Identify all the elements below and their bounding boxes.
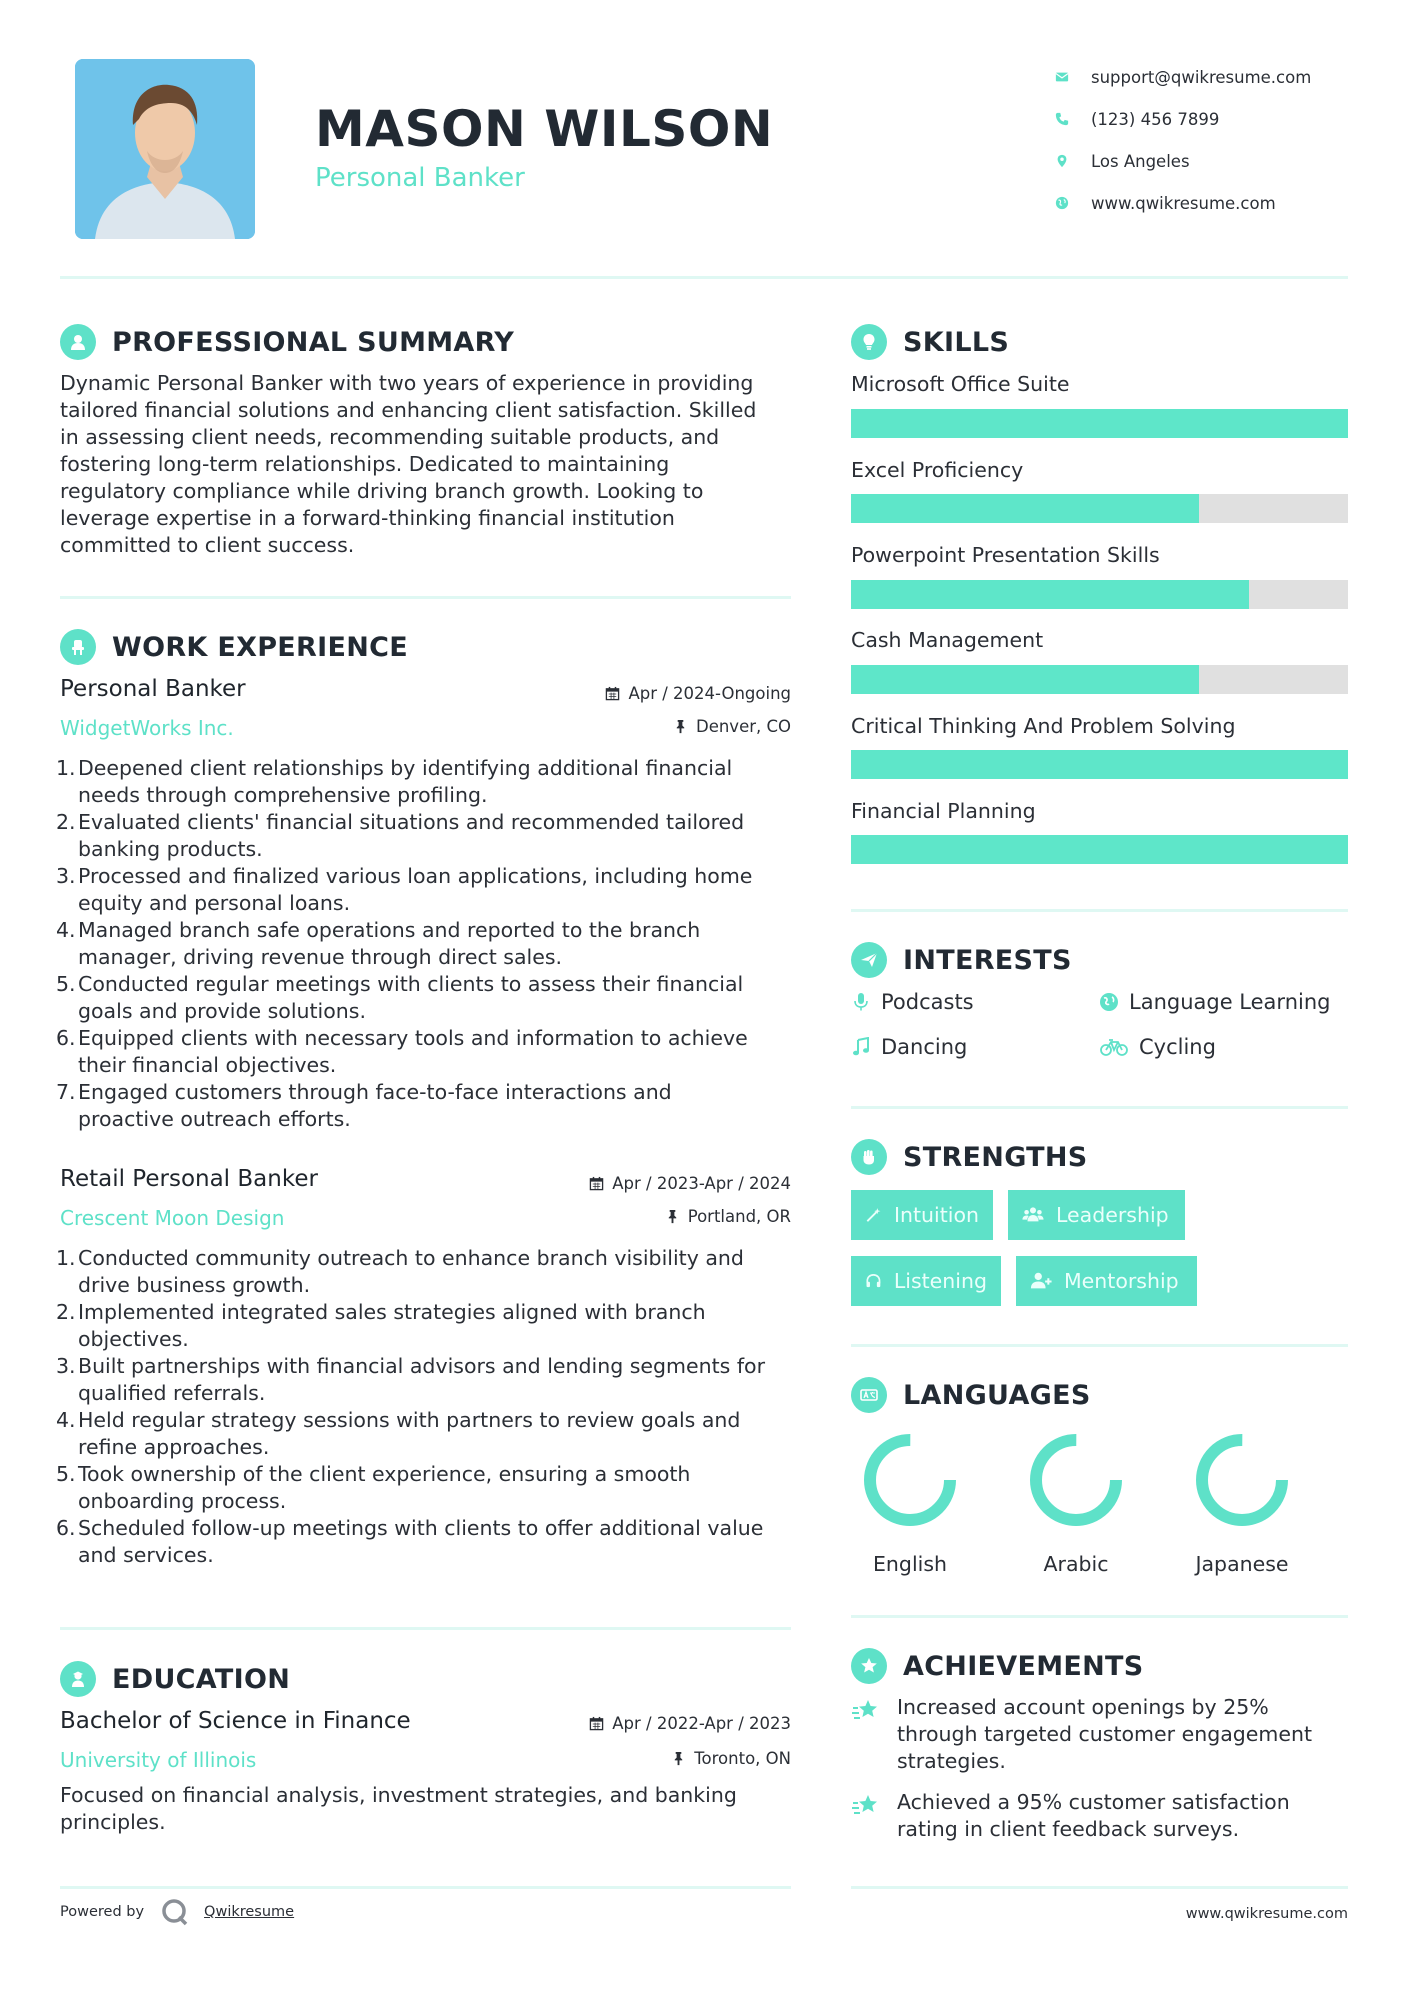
music-note-icon: [851, 1037, 871, 1057]
footer-divider: [851, 1886, 1348, 1889]
shooting-star-icon: [851, 1791, 881, 1821]
summary-title: PROFESSIONAL SUMMARY: [112, 326, 515, 358]
footer-website[interactable]: www.qwikresume.com: [1185, 1906, 1348, 1922]
education-location-text: Toronto, ON: [694, 1749, 791, 1768]
school-name: University of Illinois: [60, 1748, 257, 1772]
summary-text: [60, 370, 785, 559]
item-line: onboarding process.: [78, 1489, 287, 1513]
summary-line: leverage expertise in a forward-thinking financial institution: [60, 506, 675, 530]
job-bullets: [56, 755, 790, 1133]
list-item: [56, 917, 790, 971]
item-line: Deepened client relationships by identifying additional financial: [78, 756, 733, 780]
section-divider: [60, 1627, 791, 1630]
skill-fill: [851, 750, 1348, 779]
pushpin-icon: [673, 719, 688, 734]
education-description: [60, 1782, 790, 1836]
item-line: Conducted regular meetings with clients to assess their financial: [78, 972, 744, 996]
map-pin-icon: [1055, 154, 1091, 168]
user-icon: [60, 324, 96, 360]
list-item: [56, 1407, 790, 1461]
item-number: 6.: [56, 1516, 76, 1540]
interest-item: [851, 1035, 967, 1059]
skill-bar: [851, 494, 1348, 523]
achievement-line: rating in client feedback surveys.: [897, 1817, 1240, 1841]
qwikresume-link[interactable]: Qwikresume: [204, 1904, 295, 1920]
footer-divider: [60, 1886, 791, 1889]
summary-line: tailored financial solutions and enhancing client satisfaction. Skilled: [60, 398, 757, 422]
item-number: 6.: [56, 1026, 76, 1050]
skill-label: Powerpoint Presentation Skills: [851, 543, 1160, 567]
achievements-heading: [851, 1648, 1144, 1684]
summary-heading: [60, 324, 514, 360]
calendar-icon: [589, 1176, 604, 1191]
item-line: their financial objectives.: [78, 1053, 337, 1077]
translate-icon: [851, 1377, 887, 1413]
contact-phone-text: (123) 456 7899: [1091, 109, 1220, 129]
languages-title: LANGUAGES: [903, 1379, 1091, 1411]
graduate-icon: [60, 1661, 96, 1697]
calendar-icon: [605, 686, 620, 701]
section-divider: [60, 596, 791, 599]
experience-title: WORK EXPERIENCE: [112, 631, 408, 663]
list-item: [56, 1461, 790, 1515]
achievement-line: Increased account openings by 25%: [897, 1695, 1269, 1719]
strength-label: Intuition: [893, 1203, 979, 1227]
list-item: [56, 971, 790, 1025]
item-number: 2.: [56, 1300, 76, 1324]
language-item: [1167, 1430, 1317, 1576]
item-line: Implemented integrated sales strategies aligned with branch: [78, 1300, 706, 1324]
item-number: 2.: [56, 810, 76, 834]
pushpin-icon: [665, 1209, 680, 1224]
item-line: equity and personal loans.: [78, 891, 351, 915]
item-line: Evaluated clients' financial situations and recommended tailored: [78, 810, 745, 834]
item-line: and services.: [78, 1543, 214, 1567]
paper-plane-icon: [851, 942, 887, 978]
achievement-line: through targeted customer engagement: [897, 1722, 1313, 1746]
language-ring-arc: [870, 1440, 950, 1520]
education-location: [671, 1749, 791, 1768]
item-number: 1.: [56, 1246, 76, 1270]
skills-title: SKILLS: [903, 326, 1010, 358]
list-item: [56, 1025, 790, 1079]
item-line: Managed branch safe operations and reported to the branch: [78, 918, 701, 942]
item-number: 1.: [56, 756, 76, 780]
contact-website[interactable]: [1055, 182, 1385, 224]
list-item: [56, 1515, 790, 1569]
achievements-title: ACHIEVEMENTS: [903, 1650, 1144, 1682]
star-badge-icon: [851, 1648, 887, 1684]
section-divider: [851, 1106, 1348, 1109]
magic-wand-icon: [865, 1204, 882, 1226]
skill-fill: [851, 665, 1199, 694]
contact-phone[interactable]: [1055, 98, 1385, 140]
strengths-title: STRENGTHS: [903, 1141, 1088, 1173]
item-line: Built partnerships with financial advisors and lending segments for: [78, 1354, 766, 1378]
item-line: Scheduled follow-up meetings with clients to offer additional value: [78, 1516, 764, 1540]
strength-label: Mentorship: [1064, 1269, 1179, 1293]
item-line: Took ownership of the client experience, ensuring a smooth: [78, 1462, 691, 1486]
item-line: needs through comprehensive profiling.: [78, 783, 488, 807]
item-line: goals and provide solutions.: [78, 999, 366, 1023]
achievement-text: [897, 1789, 1290, 1843]
job-location: [673, 717, 791, 736]
skill-label: Excel Proficiency: [851, 458, 1024, 482]
interest-label: Cycling: [1139, 1035, 1216, 1059]
phone-icon: [1055, 112, 1091, 126]
education-line: Focused on financial analysis, investment strategies, and banking: [60, 1783, 737, 1807]
pushpin-icon: [671, 1751, 686, 1766]
strength-chip: [851, 1190, 993, 1240]
contact-list: [1055, 56, 1385, 224]
skill-fill: [851, 835, 1348, 864]
contact-email-text: support@qwikresume.com: [1091, 67, 1312, 87]
list-item: [56, 1079, 790, 1133]
globe-icon: [1055, 196, 1091, 210]
item-number: 4.: [56, 1408, 76, 1432]
contact-website-text: www.qwikresume.com: [1091, 193, 1276, 213]
contact-location-text: Los Angeles: [1091, 151, 1190, 171]
language-progress-ring: [1026, 1430, 1126, 1530]
skill-label: Microsoft Office Suite: [851, 372, 1070, 396]
achievement-line: Achieved a 95% customer satisfaction: [897, 1790, 1290, 1814]
skill-fill: [851, 580, 1249, 609]
skill-fill: [851, 409, 1348, 438]
interest-item: [851, 990, 974, 1014]
users-icon: [1022, 1204, 1044, 1226]
summary-line: fostering long-term relationships. Dedicated to maintaining: [60, 452, 670, 476]
language-progress-ring: [1192, 1430, 1292, 1530]
item-number: 5.: [56, 972, 76, 996]
education-heading: [60, 1661, 290, 1697]
list-item: [56, 1353, 790, 1407]
summary-line: committed to client success.: [60, 533, 355, 557]
education-dates: [589, 1714, 791, 1733]
shooting-star-icon: [851, 1696, 881, 1726]
header-divider: [60, 276, 1348, 279]
achievement-text: [897, 1694, 1312, 1775]
list-item: [56, 1245, 790, 1299]
company-name: Crescent Moon Design: [60, 1206, 285, 1230]
lightbulb-icon: [851, 324, 887, 360]
interest-label: Language Learning: [1129, 990, 1331, 1014]
item-line: banking products.: [78, 837, 263, 861]
section-divider: [851, 1615, 1348, 1618]
education-title: EDUCATION: [112, 1663, 291, 1695]
job-location-text: Denver, CO: [695, 717, 791, 736]
contact-location: [1055, 140, 1385, 182]
item-line: proactive outreach efforts.: [78, 1107, 351, 1131]
job-dates-text: Apr / 2023-Apr / 2024: [612, 1174, 791, 1193]
item-number: 7.: [56, 1080, 76, 1104]
job-location-text: Portland, OR: [687, 1207, 791, 1226]
skill-bar: [851, 665, 1348, 694]
summary-line: regulatory compliance while driving branch growth. Looking to: [60, 479, 704, 503]
job-dates: [605, 684, 791, 703]
envelope-icon: [1055, 70, 1091, 84]
list-item: [56, 863, 790, 917]
user-plus-icon: [1030, 1270, 1052, 1292]
company-name: WidgetWorks Inc.: [60, 716, 234, 740]
interest-item: [1099, 990, 1330, 1014]
candidate-name: MASON WILSON: [315, 100, 774, 158]
language-ring-arc: [1036, 1440, 1116, 1520]
skill-fill: [851, 494, 1199, 523]
item-number: 5.: [56, 1462, 76, 1486]
qwikresume-logo-icon: [160, 1897, 190, 1927]
degree-title: Bachelor of Science in Finance: [60, 1708, 411, 1734]
job-bullets: [56, 1245, 790, 1569]
job-title: Retail Personal Banker: [60, 1166, 318, 1192]
list-item: [56, 755, 790, 809]
calendar-icon: [589, 1716, 604, 1731]
achievement-item: [851, 1789, 1351, 1843]
strengths-heading: [851, 1139, 1088, 1175]
skill-bar: [851, 835, 1348, 864]
language-label: Japanese: [1195, 1552, 1289, 1576]
interests-heading: [851, 942, 1072, 978]
profile-photo: [75, 59, 255, 239]
item-number: 4.: [56, 918, 76, 942]
language-ring-arc: [1202, 1440, 1282, 1520]
item-line: drive business growth.: [78, 1273, 311, 1297]
item-line: Engaged customers through face-to-face interactions and: [78, 1080, 672, 1104]
powered-by-text: Powered by: [60, 1904, 145, 1920]
item-number: 3.: [56, 1354, 76, 1378]
job-location: [665, 1207, 791, 1226]
bicycle-icon: [1099, 1037, 1129, 1057]
item-line: Held regular strategy sessions with partners to review goals and: [78, 1408, 741, 1432]
skill-bar: [851, 580, 1348, 609]
education-line: principles.: [60, 1810, 166, 1834]
item-line: manager, driving revenue through direct sales.: [78, 945, 563, 969]
skill-label: Cash Management: [851, 628, 1044, 652]
item-line: objectives.: [78, 1327, 189, 1351]
item-number: 3.: [56, 864, 76, 888]
language-item: [1001, 1430, 1151, 1576]
strength-label: Listening: [893, 1269, 987, 1293]
interest-label: Dancing: [881, 1035, 968, 1059]
footer-powered-by: [60, 1897, 294, 1927]
achievement-item: [851, 1694, 1351, 1775]
strength-chip: [851, 1256, 1001, 1306]
candidate-role: Personal Banker: [315, 163, 525, 193]
strength-chip: [1008, 1190, 1185, 1240]
item-line: refine approaches.: [78, 1435, 270, 1459]
contact-email[interactable]: [1055, 56, 1385, 98]
language-progress-ring: [860, 1430, 960, 1530]
strength-chip: [1016, 1256, 1197, 1306]
skill-bar: [851, 750, 1348, 779]
skill-bar: [851, 409, 1348, 438]
language-label: English: [872, 1552, 948, 1576]
education-dates-text: Apr / 2022-Apr / 2023: [612, 1714, 791, 1733]
interest-item: [1099, 1035, 1216, 1059]
strength-label: Leadership: [1056, 1203, 1169, 1227]
globe-icon: [1099, 992, 1119, 1012]
language-label: Arabic: [1043, 1552, 1109, 1576]
list-item: [56, 809, 790, 863]
skills-heading: [851, 324, 1009, 360]
section-divider: [851, 909, 1348, 912]
chair-icon: [60, 629, 96, 665]
section-divider: [851, 1344, 1348, 1347]
job-dates: [589, 1174, 791, 1193]
list-item: [56, 1299, 790, 1353]
job-dates-text: Apr / 2024-Ongoing: [628, 684, 791, 703]
job-title: Personal Banker: [60, 676, 246, 702]
achievement-line: strategies.: [897, 1749, 1006, 1773]
item-line: Conducted community outreach to enhance branch visibility and: [78, 1246, 744, 1270]
item-line: Equipped clients with necessary tools and information to achieve: [78, 1026, 748, 1050]
fist-icon: [851, 1139, 887, 1175]
skill-label: Financial Planning: [851, 799, 1036, 823]
microphone-icon: [851, 992, 871, 1012]
summary-line: in assessing client needs, recommending suitable products, and: [60, 425, 720, 449]
experience-heading: [60, 629, 408, 665]
item-line: Processed and finalized various loan applications, including home: [78, 864, 753, 888]
languages-heading: [851, 1377, 1091, 1413]
language-item: [835, 1430, 985, 1576]
interest-label: Podcasts: [881, 990, 974, 1014]
interests-title: INTERESTS: [903, 944, 1072, 976]
skill-label: Critical Thinking And Problem Solving: [851, 714, 1236, 738]
item-line: qualified referrals.: [78, 1381, 266, 1405]
headphones-icon: [865, 1270, 882, 1292]
summary-line: Dynamic Personal Banker with two years of experience in providing: [60, 371, 754, 395]
